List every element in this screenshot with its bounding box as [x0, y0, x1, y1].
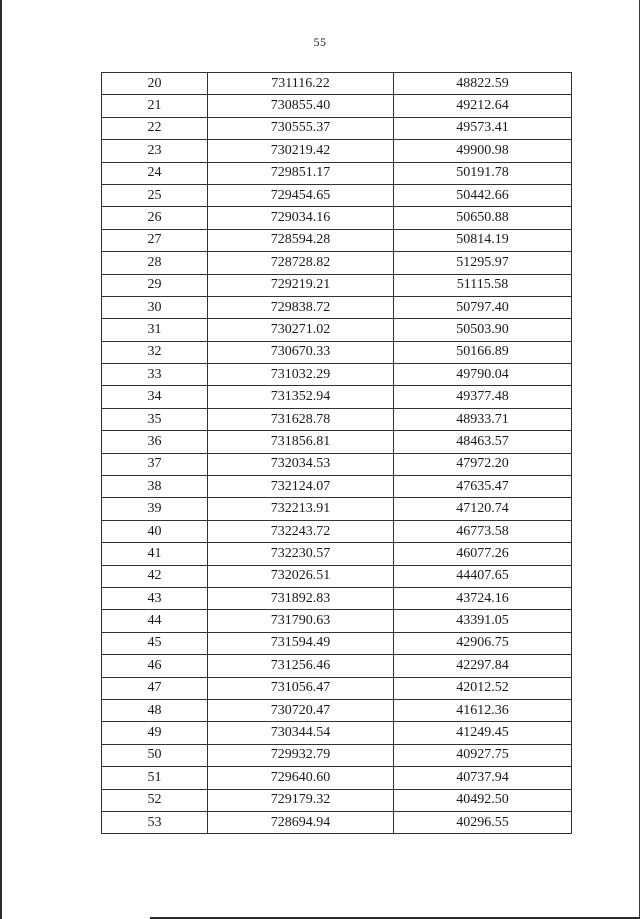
point-number-cell: 40 [102, 520, 208, 542]
x-coordinate-cell: 729454.65 [208, 184, 394, 206]
table-row [102, 229, 572, 251]
point-number-cell: 33 [102, 364, 208, 386]
x-coordinate-cell: 731352.94 [208, 386, 394, 408]
y-coordinate-cell: 49212.64 [394, 95, 572, 117]
y-coordinate-cell: 50797.40 [394, 296, 572, 318]
y-coordinate-cell: 42297.84 [394, 655, 572, 677]
point-number-cell: 43 [102, 587, 208, 609]
scan-edge-left [0, 0, 2, 919]
y-coordinate-cell: 42906.75 [394, 632, 572, 654]
point-number-cell: 50 [102, 744, 208, 766]
table-row [102, 95, 572, 117]
x-coordinate-cell: 732026.51 [208, 565, 394, 587]
point-number-cell: 26 [102, 207, 208, 229]
page-number: 55 [313, 35, 327, 49]
table-row [102, 386, 572, 408]
x-coordinate-cell: 731256.46 [208, 655, 394, 677]
x-coordinate-cell: 730271.02 [208, 319, 394, 341]
y-coordinate-cell: 50503.90 [394, 319, 572, 341]
table-row [102, 184, 572, 206]
point-number-cell: 21 [102, 95, 208, 117]
x-coordinate-cell: 729851.17 [208, 162, 394, 184]
y-coordinate-cell: 46077.26 [394, 543, 572, 565]
table-row [102, 341, 572, 363]
table-row [102, 252, 572, 274]
y-coordinate-cell: 51115.58 [394, 274, 572, 296]
y-coordinate-cell: 48933.71 [394, 408, 572, 430]
point-number-cell: 32 [102, 341, 208, 363]
x-coordinate-cell: 731856.81 [208, 431, 394, 453]
table-row [102, 699, 572, 721]
table-row [102, 453, 572, 475]
point-number-cell: 48 [102, 699, 208, 721]
table-row [102, 162, 572, 184]
table-row [102, 408, 572, 430]
x-coordinate-cell: 731116.22 [208, 73, 394, 95]
x-coordinate-cell: 731628.78 [208, 408, 394, 430]
point-number-cell: 37 [102, 453, 208, 475]
point-number-cell: 28 [102, 252, 208, 274]
x-coordinate-cell: 729179.32 [208, 789, 394, 811]
point-number-cell: 44 [102, 610, 208, 632]
point-number-cell: 29 [102, 274, 208, 296]
y-coordinate-cell: 41612.36 [394, 699, 572, 721]
y-coordinate-cell: 42012.52 [394, 677, 572, 699]
point-number-cell: 45 [102, 632, 208, 654]
y-coordinate-cell: 50442.66 [394, 184, 572, 206]
x-coordinate-cell: 731892.83 [208, 587, 394, 609]
point-number-cell: 34 [102, 386, 208, 408]
y-coordinate-cell: 47972.20 [394, 453, 572, 475]
y-coordinate-cell: 41249.45 [394, 722, 572, 744]
point-number-cell: 52 [102, 789, 208, 811]
point-number-cell: 30 [102, 296, 208, 318]
table-row [102, 117, 572, 139]
x-coordinate-cell: 729219.21 [208, 274, 394, 296]
x-coordinate-cell: 730344.54 [208, 722, 394, 744]
y-coordinate-cell: 49573.41 [394, 117, 572, 139]
x-coordinate-cell: 732230.57 [208, 543, 394, 565]
point-number-cell: 46 [102, 655, 208, 677]
table-row [102, 655, 572, 677]
point-number-cell: 35 [102, 408, 208, 430]
y-coordinate-cell: 49377.48 [394, 386, 572, 408]
x-coordinate-cell: 731790.63 [208, 610, 394, 632]
y-coordinate-cell: 40737.94 [394, 767, 572, 789]
x-coordinate-cell: 729034.16 [208, 207, 394, 229]
point-number-cell: 27 [102, 229, 208, 251]
table-row [102, 476, 572, 498]
table-row [102, 364, 572, 386]
table-row [102, 520, 572, 542]
point-number-cell: 39 [102, 498, 208, 520]
y-coordinate-cell: 43391.05 [394, 610, 572, 632]
table-row [102, 587, 572, 609]
y-coordinate-cell: 48463.57 [394, 431, 572, 453]
x-coordinate-cell: 730720.47 [208, 699, 394, 721]
table-row [102, 319, 572, 341]
table-row [102, 431, 572, 453]
point-number-cell: 36 [102, 431, 208, 453]
coordinate-table [101, 72, 572, 834]
table-row [102, 744, 572, 766]
y-coordinate-cell: 50166.89 [394, 341, 572, 363]
y-coordinate-cell: 47120.74 [394, 498, 572, 520]
point-number-cell: 20 [102, 73, 208, 95]
y-coordinate-cell: 43724.16 [394, 587, 572, 609]
table-row [102, 811, 572, 833]
table-row [102, 722, 572, 744]
x-coordinate-cell: 730855.40 [208, 95, 394, 117]
table-row [102, 543, 572, 565]
x-coordinate-cell: 731032.29 [208, 364, 394, 386]
table-row [102, 296, 572, 318]
x-coordinate-cell: 728728.82 [208, 252, 394, 274]
point-number-cell: 41 [102, 543, 208, 565]
y-coordinate-cell: 40492.50 [394, 789, 572, 811]
y-coordinate-cell: 49790.04 [394, 364, 572, 386]
table-row [102, 498, 572, 520]
point-number-cell: 22 [102, 117, 208, 139]
table-row [102, 207, 572, 229]
x-coordinate-cell: 729838.72 [208, 296, 394, 318]
y-coordinate-cell: 48822.59 [394, 73, 572, 95]
y-coordinate-cell: 50650.88 [394, 207, 572, 229]
table-row [102, 677, 572, 699]
table-row [102, 767, 572, 789]
y-coordinate-cell: 40927.75 [394, 744, 572, 766]
point-number-cell: 25 [102, 184, 208, 206]
x-coordinate-cell: 728694.94 [208, 811, 394, 833]
point-number-cell: 23 [102, 140, 208, 162]
x-coordinate-cell: 732213.91 [208, 498, 394, 520]
x-coordinate-cell: 732124.07 [208, 476, 394, 498]
table-row [102, 73, 572, 95]
x-coordinate-cell: 732034.53 [208, 453, 394, 475]
point-number-cell: 51 [102, 767, 208, 789]
x-coordinate-cell: 730555.37 [208, 117, 394, 139]
table-row [102, 610, 572, 632]
point-number-cell: 49 [102, 722, 208, 744]
point-number-cell: 31 [102, 319, 208, 341]
x-coordinate-cell: 729640.60 [208, 767, 394, 789]
point-number-cell: 42 [102, 565, 208, 587]
point-number-cell: 47 [102, 677, 208, 699]
x-coordinate-cell: 728594.28 [208, 229, 394, 251]
table-row [102, 140, 572, 162]
x-coordinate-cell: 729932.79 [208, 744, 394, 766]
y-coordinate-cell: 50814.19 [394, 229, 572, 251]
point-number-cell: 53 [102, 811, 208, 833]
y-coordinate-cell: 47635.47 [394, 476, 572, 498]
table-row [102, 274, 572, 296]
x-coordinate-cell: 732243.72 [208, 520, 394, 542]
point-number-cell: 24 [102, 162, 208, 184]
y-coordinate-cell: 49900.98 [394, 140, 572, 162]
y-coordinate-cell: 50191.78 [394, 162, 572, 184]
y-coordinate-cell: 46773.58 [394, 520, 572, 542]
table-row [102, 565, 572, 587]
table-row [102, 632, 572, 654]
x-coordinate-cell: 731594.49 [208, 632, 394, 654]
x-coordinate-cell: 730670.33 [208, 341, 394, 363]
y-coordinate-cell: 44407.65 [394, 565, 572, 587]
point-number-cell: 38 [102, 476, 208, 498]
y-coordinate-cell: 40296.55 [394, 811, 572, 833]
table-row [102, 789, 572, 811]
coordinate-table-body [102, 73, 572, 834]
y-coordinate-cell: 51295.97 [394, 252, 572, 274]
x-coordinate-cell: 730219.42 [208, 140, 394, 162]
x-coordinate-cell: 731056.47 [208, 677, 394, 699]
